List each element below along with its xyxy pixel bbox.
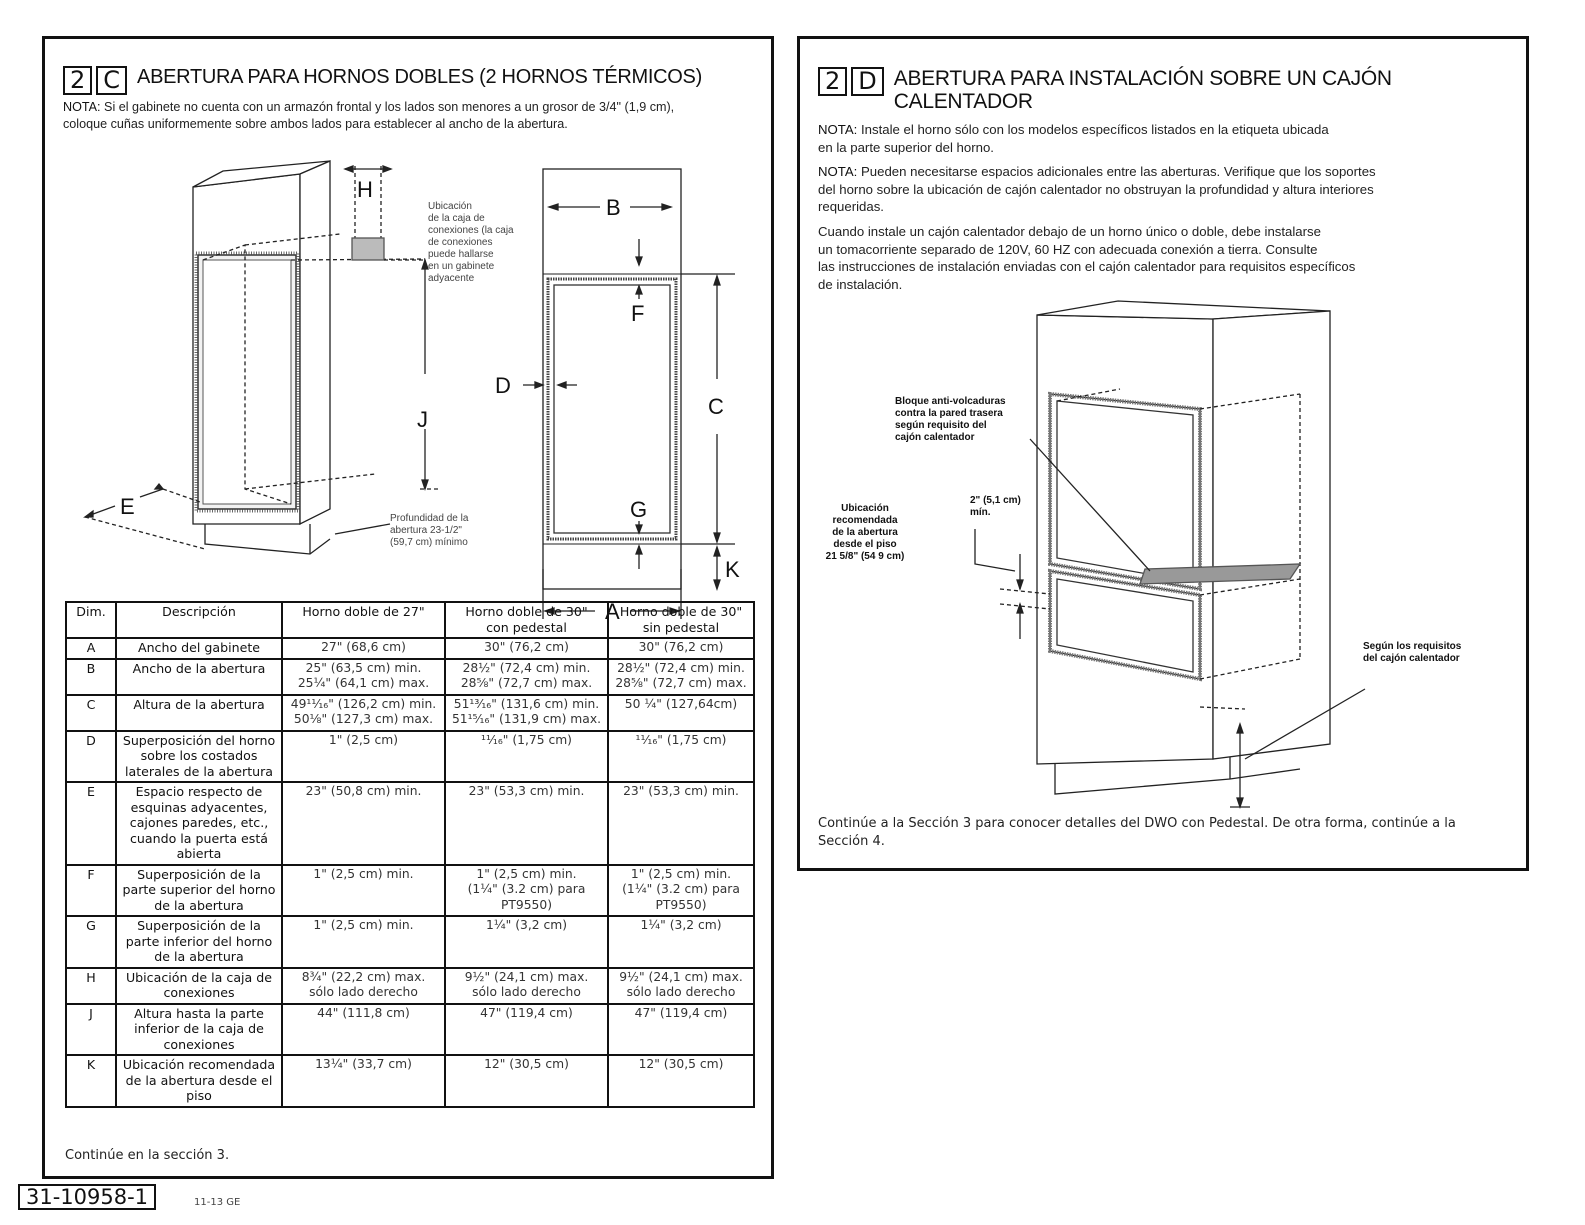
value-27-cell: 27" (68,6 cm) [282, 638, 445, 659]
header-30-no-pedestal: Horno doble de 30" sin pedestal [608, 602, 754, 638]
desc-cell: Ubicación de la caja de conexiones [116, 968, 282, 1004]
desc-cell: Espacio respecto de esquinas adyacentes, cajones paredes, etc., cuando la puerta está abierta [116, 782, 282, 865]
svg-text:desde el piso: desde el piso [833, 539, 897, 550]
value-30-pedestal-cell: 12" (30,5 cm) [445, 1055, 608, 1107]
dim-cell: D [66, 731, 116, 783]
table-row [66, 865, 754, 917]
value-27-cell: 23" (50,8 cm) min. [282, 782, 445, 865]
svg-text:(59,7 cm) mínimo: (59,7 cm) mínimo [390, 537, 468, 548]
table-row [66, 1055, 754, 1107]
svg-text:mín.: mín. [970, 507, 991, 518]
value-27-cell: 8¾" (22,2 cm) max. sólo lado derecho [282, 968, 445, 1004]
section-letter-box: D [851, 67, 883, 96]
table-row [66, 638, 754, 659]
section-2c-header [63, 66, 702, 95]
section-title: ABERTURA PARA INSTALACIÓN SOBRE UN CAJÓN CALENTADOR [893, 67, 1392, 113]
value-30-pedestal-cell: 1¼" (3,2 cm) [445, 916, 608, 968]
value-30-no-pedestal-cell: 28½" (72,4 cm) min. 28⅝" (72,7 cm) max. [608, 659, 754, 695]
value-30-no-pedestal-cell: 1¼" (3,2 cm) [608, 916, 754, 968]
svg-text:2" (5,1 cm): 2" (5,1 cm) [970, 495, 1021, 506]
value-27-cell: 44" (111,8 cm) [282, 1004, 445, 1056]
right-panel-2d [797, 36, 1529, 871]
section-title: ABERTURA PARA HORNOS DOBLES (2 HORNOS TÉRMICOS) [137, 66, 702, 88]
value-27-cell: 1" (2,5 cm) [282, 731, 445, 783]
header-desc: Descripción [116, 602, 282, 638]
dim-cell: G [66, 916, 116, 968]
table-row [66, 731, 754, 783]
instructions-paragraph: Cuando instale un cajón calentador debajo de un horno único o doble, debe instalarse un tomacorriente separado de 120V, 60 HZ con adecuada conexión a tierra. Consulte las instrucciones de instalación enviadas con el cajón calentador para requisitos específicos de instalación. [818, 224, 1356, 292]
svg-text:de la abertura: de la abertura [832, 527, 898, 538]
table-header-row [66, 602, 754, 638]
table-row [66, 659, 754, 695]
label-E: E [120, 494, 135, 519]
label-B: B [606, 195, 621, 220]
recommended-location-note [826, 503, 905, 562]
svg-text:conexiones (la caja: conexiones (la caja [428, 225, 514, 236]
value-30-pedestal-cell: 1" (2,5 cm) min. (1¼" (3.2 cm) para PT9550) [445, 865, 608, 917]
junction-box-note [428, 201, 514, 284]
value-30-pedestal-cell: 51¹³⁄₁₆" (131,6 cm) min. 51¹⁵⁄₁₆" (131,9 cm) max. [445, 695, 608, 731]
value-30-pedestal-cell: 47" (119,4 cm) [445, 1004, 608, 1056]
svg-text:Ubicación: Ubicación [428, 201, 472, 212]
left-panel-2c [42, 36, 774, 1179]
nota-1: NOTA: Instale el horno sólo con los modelos específicos listados en la etiqueta ubicada en la parte superior del horno. [818, 122, 1329, 155]
min-gap-note [970, 495, 1021, 518]
svg-text:Profundidad de la: Profundidad de la [390, 513, 469, 524]
dim-cell: J [66, 1004, 116, 1056]
value-30-no-pedestal-cell: 1" (2,5 cm) min. (1¼" (3.2 cm) para PT9550) [608, 865, 754, 917]
svg-text:según requisito del: según requisito del [895, 420, 987, 431]
desc-cell: Altura de la abertura [116, 695, 282, 731]
dim-cell: A [66, 638, 116, 659]
label-J: J [417, 407, 428, 432]
value-27-cell: 1" (2,5 cm) min. [282, 916, 445, 968]
header-30-pedestal: Horno doble de 30" con pedestal [445, 602, 608, 638]
svg-text:en un gabinete: en un gabinete [428, 261, 495, 272]
svg-text:de conexiones: de conexiones [428, 237, 493, 248]
table-row [66, 1004, 754, 1056]
label-K: K [725, 557, 740, 582]
nota-paragraph [63, 99, 674, 133]
svg-text:puede hallarse: puede hallarse [428, 249, 494, 260]
nota-label: NOTA: [63, 100, 101, 114]
desc-cell: Superposición de la parte inferior del horno de la abertura [116, 916, 282, 968]
nota-line-2: coloque cuñas uniformemente sobre ambos lados para establecer al ancho de la abertura. [63, 117, 568, 131]
section-number-box: 2 [818, 67, 847, 96]
svg-text:adyacente: adyacente [428, 273, 475, 284]
desc-cell: Ubicación recomendada de la abertura desde el piso [116, 1055, 282, 1107]
svg-text:Bloque anti-volcaduras: Bloque anti-volcaduras [895, 396, 1006, 407]
label-D: D [495, 373, 511, 398]
header-dim: Dim. [66, 602, 116, 638]
value-30-pedestal-cell: 23" (53,3 cm) min. [445, 782, 608, 865]
dim-cell: H [66, 968, 116, 1004]
value-30-pedestal-cell: 28½" (72,4 cm) min. 28⅝" (72,7 cm) max. [445, 659, 608, 695]
value-27-cell: 1" (2,5 cm) min. [282, 865, 445, 917]
value-30-pedestal-cell: 30" (76,2 cm) [445, 638, 608, 659]
dimensions-table [65, 601, 755, 1108]
section-number-box: 2 [63, 66, 92, 95]
depth-note [390, 513, 469, 548]
dim-cell: C [66, 695, 116, 731]
label-A: A [605, 599, 620, 624]
desc-cell: Superposición del horno sobre los costados laterales de la abertura [116, 731, 282, 783]
section-letter-box: C [96, 66, 127, 95]
document-date: 11-13 GE [194, 1197, 241, 1208]
desc-cell: Ancho del gabinete [116, 638, 282, 659]
right-continue-text: Continúe a la Sección 3 para conocer detalles del DWO con Pedestal. De otra forma, continúe a la Sección 4. [818, 816, 1456, 849]
svg-text:contra la pared trasera: contra la pared trasera [895, 408, 1003, 419]
value-30-pedestal-cell: 9½" (24,1 cm) max. sólo lado derecho [445, 968, 608, 1004]
warming-drawer-diagram [800, 299, 1526, 819]
anti-tip-note [895, 396, 1006, 443]
header-27: Horno doble de 27" [282, 602, 445, 638]
desc-cell: Ancho de la abertura [116, 659, 282, 695]
desc-cell: Altura hasta la parte inferior de la caja de conexiones [116, 1004, 282, 1056]
value-27-cell: 13¼" (33,7 cm) [282, 1055, 445, 1107]
dim-cell: E [66, 782, 116, 865]
drawer-requirements-note [1363, 641, 1462, 664]
svg-text:de la caja de: de la caja de [428, 213, 485, 224]
value-27-cell: 25" (63,5 cm) min. 25¼" (64,1 cm) max. [282, 659, 445, 695]
value-30-no-pedestal-cell: 23" (53,3 cm) min. [608, 782, 754, 865]
table-row [66, 916, 754, 968]
desc-cell: Superposición de la parte superior del horno de la abertura [116, 865, 282, 917]
svg-text:Según los requisitos: Según los requisitos [1363, 641, 1462, 652]
value-30-no-pedestal-cell: 50 ¼" (127,64cm) [608, 695, 754, 731]
table-row [66, 968, 754, 1004]
dim-cell: B [66, 659, 116, 695]
document-number: 31-10958-1 [18, 1184, 156, 1210]
value-30-no-pedestal-cell: 9½" (24,1 cm) max. sólo lado derecho [608, 968, 754, 1004]
dim-cell: K [66, 1055, 116, 1107]
value-30-no-pedestal-cell: 47" (119,4 cm) [608, 1004, 754, 1056]
value-27-cell: 49¹¹⁄₁₆" (126,2 cm) min. 50⅛" (127,3 cm) max. [282, 695, 445, 731]
table-row [66, 782, 754, 865]
value-30-no-pedestal-cell: 30" (76,2 cm) [608, 638, 754, 659]
value-30-no-pedestal-cell: ¹¹⁄₁₆" (1,75 cm) [608, 731, 754, 783]
label-F: F [631, 301, 645, 326]
svg-text:Ubicación: Ubicación [841, 503, 889, 514]
svg-text:del cajón calentador: del cajón calentador [1363, 653, 1460, 664]
left-continue-text: Continúe en la sección 3. [65, 1148, 230, 1163]
svg-text:cajón calentador: cajón calentador [895, 432, 975, 443]
section-2d-header [818, 67, 1392, 113]
label-C: C [708, 394, 724, 419]
label-H: H [357, 177, 373, 202]
svg-text:21 5/8" (54 9 cm): 21 5/8" (54 9 cm) [825, 551, 905, 562]
svg-text:recomendada: recomendada [832, 515, 898, 526]
value-30-pedestal-cell: ¹¹⁄₁₆" (1,75 cm) [445, 731, 608, 783]
dim-cell: F [66, 865, 116, 917]
nota-line-1: Si el gabinete no cuenta con un armazón frontal y los lados son menores a un grosor de 3/4" (1,9 cm), [100, 100, 675, 114]
label-G: G [630, 497, 648, 522]
nota-2: NOTA: Pueden necesitarse espacios adicionales entre las aberturas. Verifique que los soportes del horno sobre la ubicación de cajón calentador no obstruyan la profundidad y altura interiores requeridas. [818, 164, 1376, 214]
svg-text:abertura 23-1/2": abertura 23-1/2" [390, 525, 462, 536]
value-30-no-pedestal-cell: 12" (30,5 cm) [608, 1055, 754, 1107]
table-row [66, 695, 754, 731]
